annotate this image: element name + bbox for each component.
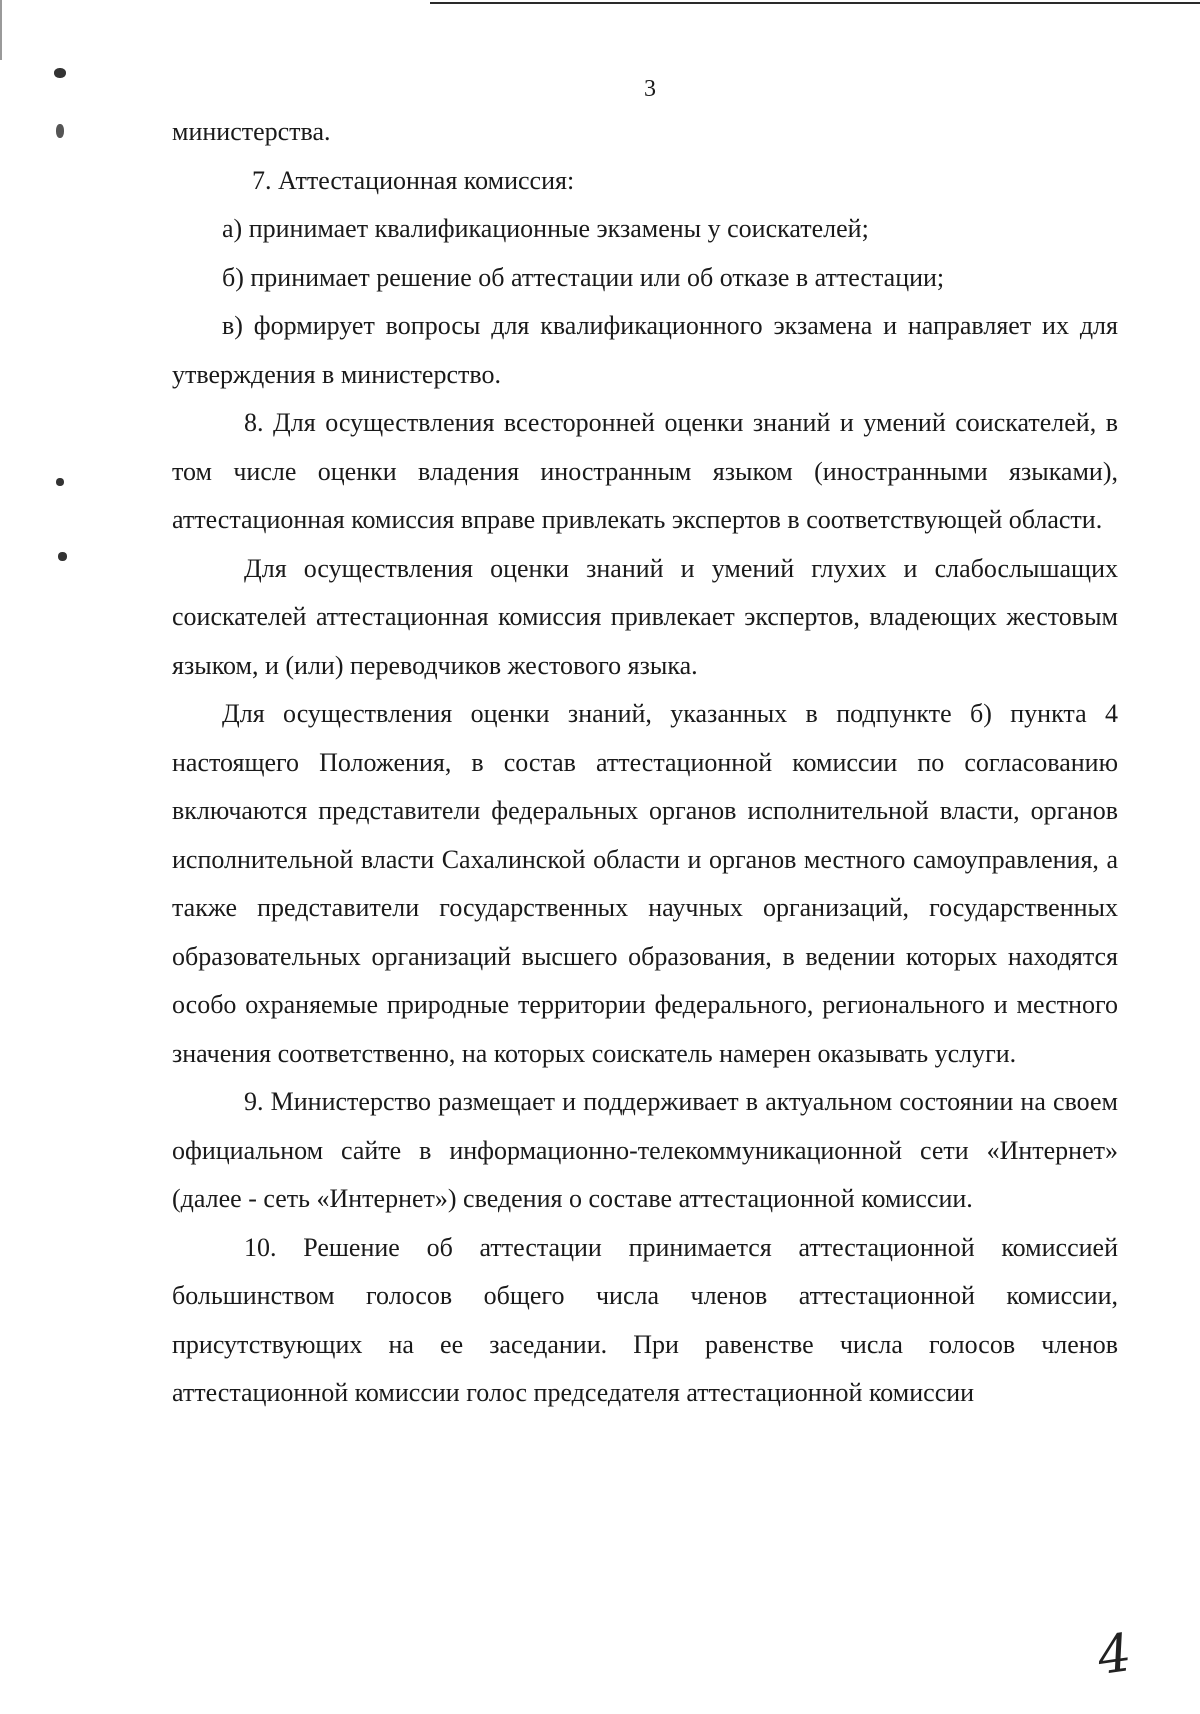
scan-left-edge — [0, 0, 2, 60]
paragraph-10: 10. Решение об аттестации принимается аттестационной комиссией большинством голосов общего числа членов аттестационной комиссии, присутствующих на ее заседании. При равенстве числа голосов членов аттестационной комиссии голос председателя аттестационной комиссии — [172, 1232, 1118, 1407]
paragraph-7: 7. Аттестационная комиссия: — [252, 165, 575, 195]
scan-speck — [58, 552, 67, 561]
paragraph-continuation: министерства. — [172, 117, 331, 146]
paragraph-9: 9. Министерство размещает и поддерживает в актуальном состоянии на своем официальном сайте в информационно-телекоммуникационной сети «Интернет» (далее - сеть «Интернет») сведения о составе аттестационной комиссии. — [172, 1087, 1118, 1213]
scan-speck — [56, 478, 64, 486]
paragraph-8-composition: Для осуществления оценки знаний, указанных в подпункте б) пункта 4 настоящего Положения, в состав аттестационной комиссии по согласованию включаются представители федеральных органов исполнительной власти, органов исполнительной власти Сахалинской области и органов местного самоуправления, а также представители государственных научных организаций, государственных образовательных организаций высшего образования, в ведении которых находятся особо охраняемые природные территории федерального, регионального и местного значения соответственно, на которых соискатель намерен оказывать услуги. — [172, 699, 1118, 1068]
page-number: 3 — [644, 76, 656, 102]
scan-top-rule — [430, 2, 1200, 4]
paragraph-8-deaf: Для осуществления оценки знаний и умений глухих и слабослышащих соискателей аттестационная комиссия привлекает экспертов, владеющих жестовым языком, и (или) переводчиков жестового языка. — [172, 553, 1118, 680]
scan-speck — [56, 124, 64, 138]
paragraph-7a: а) принимает квалификационные экзамены у соискателей; — [222, 214, 869, 243]
paragraph-7b: б) принимает решение об аттестации или об отказе в аттестации; — [222, 262, 945, 292]
handwritten-page-mark: 4 — [1093, 1622, 1136, 1688]
paragraph-8: 8. Для осуществления всесторонней оценки знаний и умений соискателей, в том числе оценки владения иностранным языком (иностранными языками), аттестационная комиссия вправе привлекать экспертов в соответствующей области. — [172, 408, 1118, 534]
paragraph-7c: в) формирует вопросы для квалификационного экзамена и направляет их для утверждения в министерство. — [172, 311, 1118, 389]
document-body — [172, 108, 1118, 1418]
